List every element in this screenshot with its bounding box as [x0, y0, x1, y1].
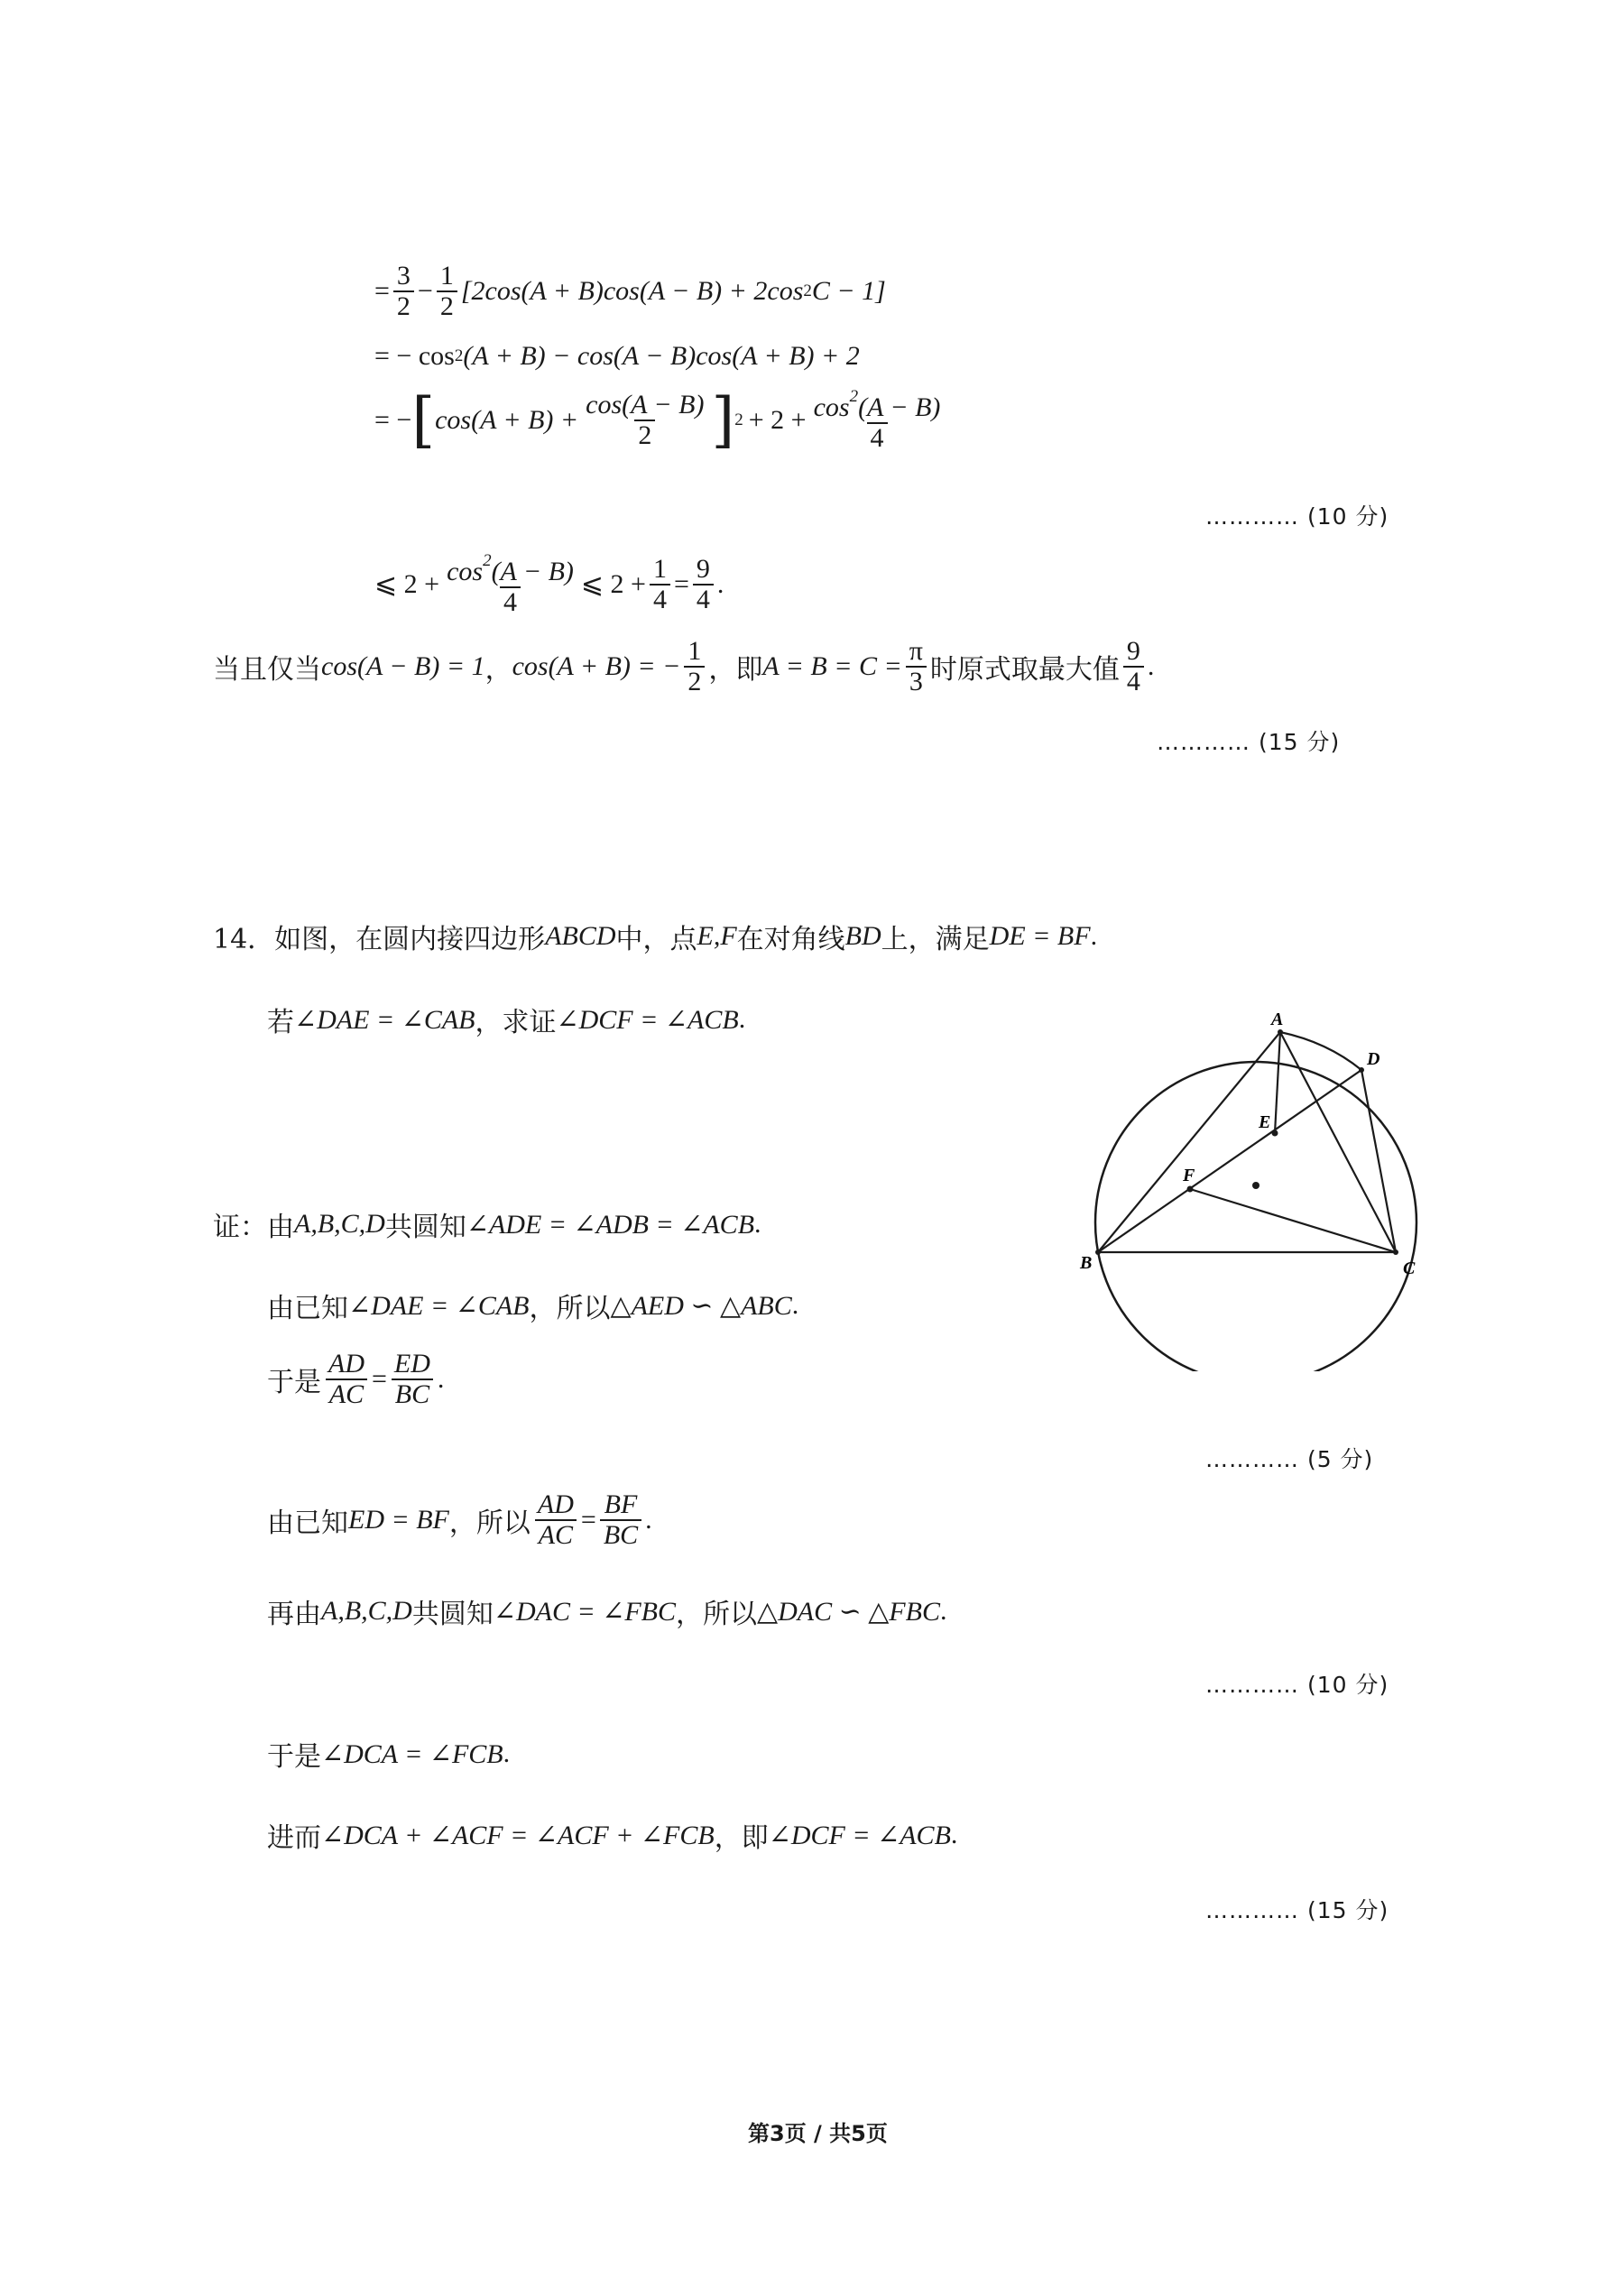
label-a: A	[1271, 1010, 1284, 1029]
point-a	[1278, 1029, 1283, 1035]
score-marker: ………… (15 分)	[1157, 729, 1341, 755]
fraction: $\frac{9}{4}$	[693, 555, 714, 613]
fraction: $\frac{1}{4}$	[650, 555, 670, 613]
proof-line-7: 进而 ∠DCA + ∠ACF = ∠ACF + ∠FCB ，即 ∠DCF = ∠ACB .	[267, 1820, 958, 1854]
equation-line-1: = $\frac{3}{2}$ − $\frac{1}{2}$ [2cos(A + B)cos(A − B) + 2cos 2 C − 1]	[374, 261, 886, 321]
equation-line-2: = − cos 2 (A + B) − cos(A − B)cos(A + B) + 2	[374, 341, 860, 371]
fraction: $\frac{AD}{AC}$	[534, 1490, 577, 1549]
proof-line-3: 于是 $\frac{AD}{AC}$ = $\frac{ED}{BC}$ .	[267, 1349, 445, 1409]
score-marker: ………… (15 分)	[1205, 1897, 1389, 1923]
eq-sign: =	[374, 275, 390, 306]
segment-cd	[1361, 1070, 1396, 1252]
label-c: C	[1403, 1259, 1416, 1278]
score-marker: ………… (10 分)	[1205, 1672, 1389, 1698]
label-e: E	[1259, 1112, 1271, 1132]
fraction: $\frac{3}{2}$	[393, 262, 414, 320]
fraction: $\frac{\pi}{3}$	[906, 637, 927, 696]
segment-ad	[1280, 1032, 1361, 1070]
fraction: $\frac{AD}{AC}$	[325, 1350, 368, 1408]
segment-cf	[1190, 1189, 1396, 1252]
problem-14-question: 若 ∠DAE = ∠CAB ，求证 ∠DCF = ∠ACB .	[267, 1004, 746, 1038]
label-b: B	[1080, 1253, 1093, 1273]
label-f: F	[1183, 1166, 1195, 1185]
equality-condition-line: 当且仅当 cos(A − B) = 1 ， cos(A + B) = − $\frac{1}{2}$ ，即 A = B = C = $\frac{\pi}{3}$ 时原式取最大值 $\frac{9}{4}$ .	[213, 636, 1155, 696]
fraction: $\frac{BF}{BC}$	[600, 1490, 641, 1549]
equation-line-4: ⩽ 2 + $\frac{\cos^2(A - B)}{4}$ ⩽ 2 + $\frac{1}{4}$ = $\frac{9}{4}$ .	[374, 551, 724, 617]
diagonal-bd	[1098, 1070, 1361, 1252]
proof-line-4: 由已知 ED = BF ，所以 $\frac{AD}{AC}$ = $\frac{BF}{BC}$ .	[267, 1489, 652, 1550]
point-f	[1187, 1186, 1194, 1193]
fraction: $\frac{1}{2}$	[437, 262, 457, 320]
point-b	[1095, 1249, 1101, 1255]
proof-line-5: 再由 A,B,C,D 共圆知 ∠DAC = ∠FBC ，所以 △DAC ∽ △FBC .	[267, 1596, 947, 1630]
proof-line-2: 由已知 ∠DAE = ∠CAB ，所以 △AED ∽ △ABC .	[267, 1290, 799, 1324]
page-footer: 第3页 / 共5页	[748, 2121, 888, 2146]
fraction: $\frac{\cos^2(A - B)}{4}$	[447, 551, 574, 617]
segment-ab	[1098, 1032, 1280, 1252]
fraction: $\frac{ED}{BC}$	[391, 1350, 434, 1408]
problem-14-statement: 14．如图，在圆内接四边形 ABCD 中，点 E,F 在对角线 BD 上，满足 DE = BF .	[213, 921, 1098, 955]
equation-line-3: = − [ cos(A + B) + $\frac{\cos(A - B)}{2}$ ] 2 + 2 + $\frac{\cos^2(A - B)}{4}$	[374, 388, 947, 452]
label-d: D	[1367, 1049, 1380, 1069]
proof-line-6: 于是 ∠DCA = ∠FCB .	[267, 1738, 511, 1773]
fraction: $\frac{\cos(A - B)}{2}$	[586, 390, 705, 450]
score-marker: ………… (10 分)	[1205, 503, 1389, 530]
segment-ae	[1275, 1032, 1280, 1133]
proof-line-1: 证：由 A,B,C,D 共圆知 ∠ADE = ∠ADB = ∠ACB .	[213, 1209, 761, 1243]
center-point	[1252, 1182, 1260, 1189]
fraction: $\frac{\cos^2(A - B)}{4}$	[813, 387, 941, 453]
point-d	[1359, 1067, 1364, 1073]
cyclic-quadrilateral-figure	[1078, 992, 1457, 1371]
score-marker: ………… (5 分)	[1205, 1446, 1374, 1472]
fraction: $\frac{1}{2}$	[684, 637, 705, 696]
point-c	[1393, 1249, 1398, 1255]
fraction: $\frac{9}{4}$	[1123, 637, 1144, 696]
point-e	[1272, 1130, 1278, 1137]
